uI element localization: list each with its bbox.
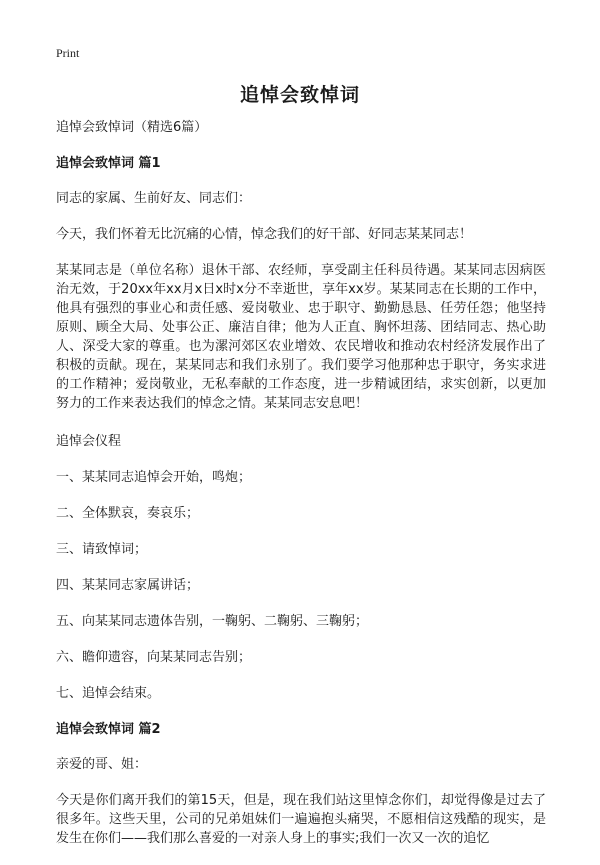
document-body — [56, 118, 546, 865]
section2-body: 今天是你们离开我们的第15天，但是，现在我们站这里悼念你们，却觉得像是过去了很多年。这些天里，公司的兄弟姐妹们一遍遍抱头痛哭，不愿相信这残酷的现实，是发生在你们——我们那么喜爱的一对亲人身上的事实;我们一次又一次的追忆 — [56, 793, 546, 846]
ceremony-step: 六、瞻仰遗容，向某某同志告别； — [56, 650, 252, 665]
section1-greeting: 同志的家属、生前好友、同志们： — [56, 191, 252, 206]
ceremony-step: 四、某某同志家属讲话； — [56, 578, 200, 593]
section1-opening: 今天，我们怀着无比沉痛的心情，悼念我们的好干部、好同志某某同志！ — [56, 227, 473, 242]
ceremony-step: 三、请致悼词； — [56, 542, 148, 557]
print-label[interactable]: Print — [56, 46, 80, 60]
section-heading-1: 追悼会致悼词 篇1 — [56, 156, 161, 171]
ceremony-step: 一、某某同志追悼会开始，鸣炮； — [56, 470, 252, 485]
section1-body: 某某同志是（单位名称）退休干部、农经师，享受副主任科员待遇。某某同志因病医治无效，于20xx年xx月x日x时x分不幸逝世，享年xx岁。某某同志在长期的工作中，他具有强烈的事业心和责任感、爱岗敬业、忠于职守、勤勤恳恳、任劳任怨；他坚持原则、顾全大局、处事公正、廉洁自律；他为人正直、胸怀坦荡、团结同志、热心助人、深受大家的尊重。也为漯河郊区农业增效、农民增收和推动农村经济发展作出了积极的贡献。现在，某某同志和我们永别了。我们要学习他那种忠于职守，务实求进的工作精神；爱岗敬业，无私奉献的工作态度，进一步精诚团结，求实创新，以更加努力的工作来表达我们的悼念之情。某某同志安息吧！ — [56, 263, 546, 411]
ceremony-title: 追悼会仪程 — [56, 434, 122, 449]
section2-greeting: 亲爱的哥、姐： — [56, 757, 148, 772]
ceremony-step: 七、追悼会结束。 — [56, 686, 161, 701]
ceremony-step: 二、全体默哀，奏哀乐； — [56, 506, 200, 521]
section-heading-2: 追悼会致悼词 篇2 — [56, 722, 161, 737]
ceremony-step: 五、向某某同志遗体告别，一鞠躬、二鞠躬、三鞠躬； — [56, 614, 369, 629]
document-subtitle: 追悼会致悼词（精选6篇） — [56, 120, 208, 135]
page-title: 追悼会致悼词 — [239, 84, 360, 106]
